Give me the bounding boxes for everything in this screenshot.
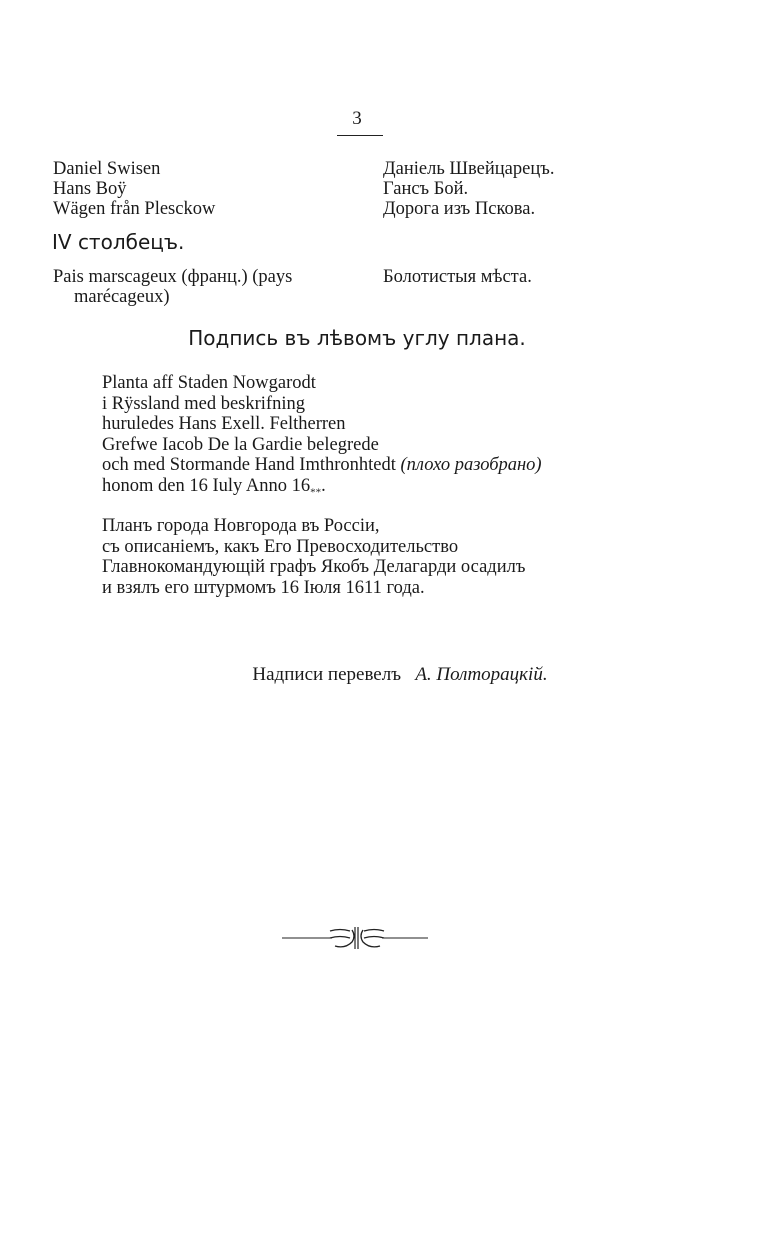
- page-number-rule: [337, 135, 383, 136]
- name-original-2: Hans Boÿ: [53, 179, 127, 199]
- swedish-caption-line: Grefwe Iacob De la Gardie belegrede: [102, 434, 379, 455]
- swedish-caption-text: och med Stormande Hand Imthronhtedt: [102, 455, 396, 475]
- swedish-caption-line: [102, 476, 542, 503]
- illegible-note: (плохо разобрано): [400, 455, 542, 475]
- column-entry-translation: Болотистыя мѣста.: [383, 267, 532, 287]
- swedish-caption-line: Planta aff Staden Nowgarodt: [102, 373, 316, 393]
- ornamental-divider-icon: [280, 922, 430, 952]
- swedish-caption-period: .: [321, 475, 326, 496]
- name-translation-2: Гансъ Бой.: [383, 179, 469, 199]
- page-number: 3: [352, 108, 362, 129]
- name-translation-3: Дорога изъ Пскова.: [383, 199, 536, 219]
- russian-caption-block: [102, 516, 525, 598]
- name-translation-1: Даніель Швейцарецъ.: [383, 159, 555, 179]
- year-placeholder: **: [310, 486, 322, 499]
- swedish-caption-text: honom den 16 Iuly Anno 16: [102, 475, 311, 496]
- russian-caption-line: Планъ города Новгорода въ Россіи,: [102, 516, 380, 536]
- name-original-3: Wägen från Plesckow: [53, 199, 216, 219]
- translator-label: Надписи перевелъ: [252, 664, 402, 685]
- russian-caption-line: съ описаніемъ, какъ Его Превосходительство: [102, 536, 459, 557]
- caption-heading: Подпись въ лѣвомъ углу плана.: [188, 326, 526, 350]
- name-original-1: Daniel Swisen: [53, 159, 161, 179]
- swedish-caption-line: huruledes Hans Exell. Feltherren: [102, 414, 346, 434]
- column-entry-original-line1: Pais marscageux (франц.) (pays: [53, 267, 293, 287]
- swedish-caption-line: i Rÿssland med beskrifning: [102, 393, 305, 414]
- swedish-caption-block: [102, 373, 542, 503]
- translator-name: А. Полторацкій.: [415, 664, 548, 685]
- column-heading: IV столбецъ.: [52, 230, 185, 254]
- column-entry-original-line2: marécageux): [74, 287, 170, 307]
- russian-caption-line: Главнокомандующій графъ Якобъ Делагарди осадилъ: [102, 557, 526, 577]
- translator-credit: [0, 664, 783, 686]
- swedish-caption-line: [102, 455, 542, 476]
- russian-caption-line: и взялъ его штурмомъ 16 Іюля 1611 года.: [102, 577, 425, 598]
